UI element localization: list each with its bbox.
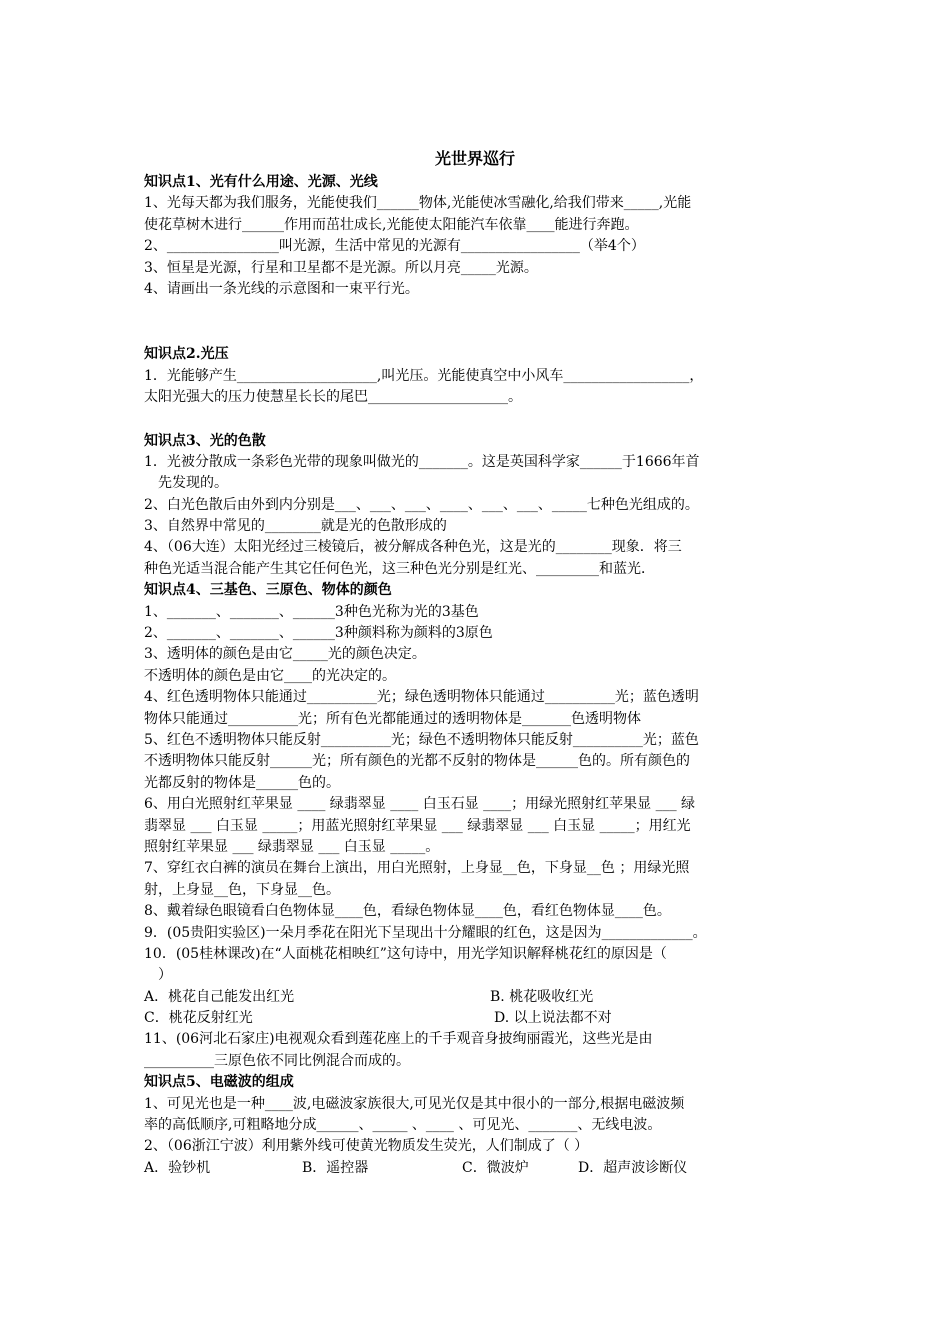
q10-options-row-1 — [144, 987, 810, 1008]
text-line: 4、红色透明物体只能通过__________光；绿色透明物体只能通过__________光；蓝色透明 — [144, 689, 699, 706]
text-line: 不透明体的颜色是由它____的光决定的。 — [144, 667, 396, 684]
text-line: 2、_______、_______、______3种颜料称为颜料的3原色 — [144, 625, 493, 642]
q10-option-c: C．桃花反射红光 — [144, 1010, 253, 1027]
text-line: 3、自然界中常见的________就是光的色散形成的 — [144, 518, 447, 535]
text-line: 3、恒星是光源，行星和卫星都不是光源。所以月亮_____光源。 — [144, 259, 538, 276]
text-line: 1、_______、_______、______3种色光称为光的3基色 — [144, 603, 479, 620]
text-block-1 — [144, 172, 810, 987]
text-line: __________三原色依不同比例混合而成的。 — [144, 1052, 410, 1069]
text-line: 1．光被分散成一条彩色光带的现象叫做光的_______。这是英国科学家______于1666年首 — [144, 453, 700, 470]
text-line: 4、（06大连）太阳光经过三棱镜后，被分解成各种色光，这是光的________现象．将三 — [144, 539, 682, 556]
text-line: 使花草树木进行______作用而茁壮成长,光能使太阳能汽车依靠____能进行奔跑。 — [144, 216, 639, 233]
text-line: 9．(05贵阳实验区)一朵月季花在阳光下呈现出十分耀眼的红色，这是因为_____________。 — [144, 924, 707, 941]
section-heading: 知识点5、电磁波的组成 — [144, 1074, 294, 1091]
text-line: 物体只能通过__________光；所有色光都能通过的透明物体是_______色透明物体 — [144, 710, 641, 727]
text-line: 1．光能够产生____________________,叫光压。光能使真空中小风车__________________， — [144, 367, 704, 384]
text-block-2 — [144, 1029, 810, 1157]
text-line: 光都反射的物体是______色的。 — [144, 774, 340, 791]
q10-option-d: D. 以上说法都不对 — [494, 1010, 612, 1027]
text-line: 1、可见光也是一种____波,电磁波家族很大,可见光仅是其中很小的一部分,根据电磁波频 — [144, 1095, 685, 1112]
text-line: 2、白光色散后由外到内分别是___、___、___、____、___、___、_____七种色光组成的。 — [144, 496, 699, 513]
text-line: 2、（06浙江宁波）利用紫外线可使黄光物质发生荧光，人们制成了（ ） — [144, 1138, 589, 1155]
q2-option-a: A．验钞机 — [144, 1159, 211, 1176]
text-line: 6、用白光照射红苹果显 ____ 绿翡翠显 ____ 白玉石显 ____；用绿光照射红苹果显 ___ 绿 — [144, 796, 696, 813]
text-line: 8、戴着绿色眼镜看白色物体显____色，看绿色物体显____色，看红色物体显____色。 — [144, 903, 671, 920]
section-heading: 知识点4、三基色、三原色、物体的颜色 — [144, 582, 392, 599]
text-line: 3、透明体的颜色是由它_____光的颜色决定。 — [144, 646, 426, 663]
spacer — [144, 409, 810, 431]
text-line: 率的高低顺序,可粗略地分成______、_____ 、____ 、可见光、_______、无线电波。 — [144, 1117, 662, 1134]
text-line: 先发现的。 — [158, 475, 228, 492]
text-line: 射，上身显__色，下身显__色。 — [144, 881, 340, 898]
text-line: 1、光每天都为我们服务，光能使我们______物体,光能使冰雪融化,给我们带来_____,光能 — [144, 195, 692, 212]
text-line: 2、________________叫光源，生活中常见的光源有_________________（举4个） — [144, 238, 645, 255]
text-line: 种色光适当混合能产生其它任何色光，这三种色光分别是红光、_________和蓝光． — [144, 560, 655, 577]
text-line: 照射红苹果显 ___ 绿翡翠显 ___ 白玉显 _____。 — [144, 838, 440, 855]
q2-options-row — [144, 1158, 810, 1179]
text-line: ） — [158, 967, 172, 984]
q2-option-d: D．超声波诊断仪 — [578, 1159, 688, 1176]
text-line: 11、(06河北石家庄)电视观众看到莲花座上的千手观音身披绚丽霞光，这些光是由 — [144, 1031, 653, 1048]
text-line: 5、红色不透明物体只能反射__________光；绿色不透明物体只能反射__________光；蓝色 — [144, 731, 699, 748]
document-body — [144, 172, 810, 1179]
q10-option-b: B. 桃花吸收红光 — [490, 988, 594, 1005]
text-line: 4、请画出一条光线的示意图和一束平行光。 — [144, 280, 419, 297]
spacer — [144, 300, 810, 344]
q2-option-b: B．遥控器 — [302, 1159, 369, 1176]
text-line: 7、穿红衣白裤的演员在舞台上演出，用白光照射，上身显__色，下身显__色 ；用绿光照 — [144, 860, 690, 877]
q10-options-row-2 — [144, 1008, 810, 1029]
document-title: 光世界巡行 — [434, 149, 515, 168]
section-heading: 知识点3、光的色散 — [144, 432, 266, 449]
text-line: 不透明物体只能反射______光；所有颜色的光都不反射的物体是______色的。所有颜色的 — [144, 753, 690, 770]
text-line: 翡翠显 ___ 白玉显 _____；用蓝光照射红苹果显 ___ 绿翡翠显 ___ 白玉显 _____；用红光 — [144, 817, 691, 834]
section-heading: 知识点2.光压 — [144, 346, 229, 363]
text-line: 10．(05桂林课改)在“人面桃花相映红”这句诗中，用光学知识解释桃花红的原因是（ — [144, 945, 667, 962]
q10-option-a: A．桃花自己能发出红光 — [144, 988, 295, 1005]
q2-option-c: C．微波炉 — [462, 1159, 529, 1176]
section-heading: 知识点1、光有什么用途、光源、光线 — [144, 174, 378, 190]
text-line: 太阳光强大的压力使慧星长长的尾巴____________________。 — [144, 389, 522, 406]
